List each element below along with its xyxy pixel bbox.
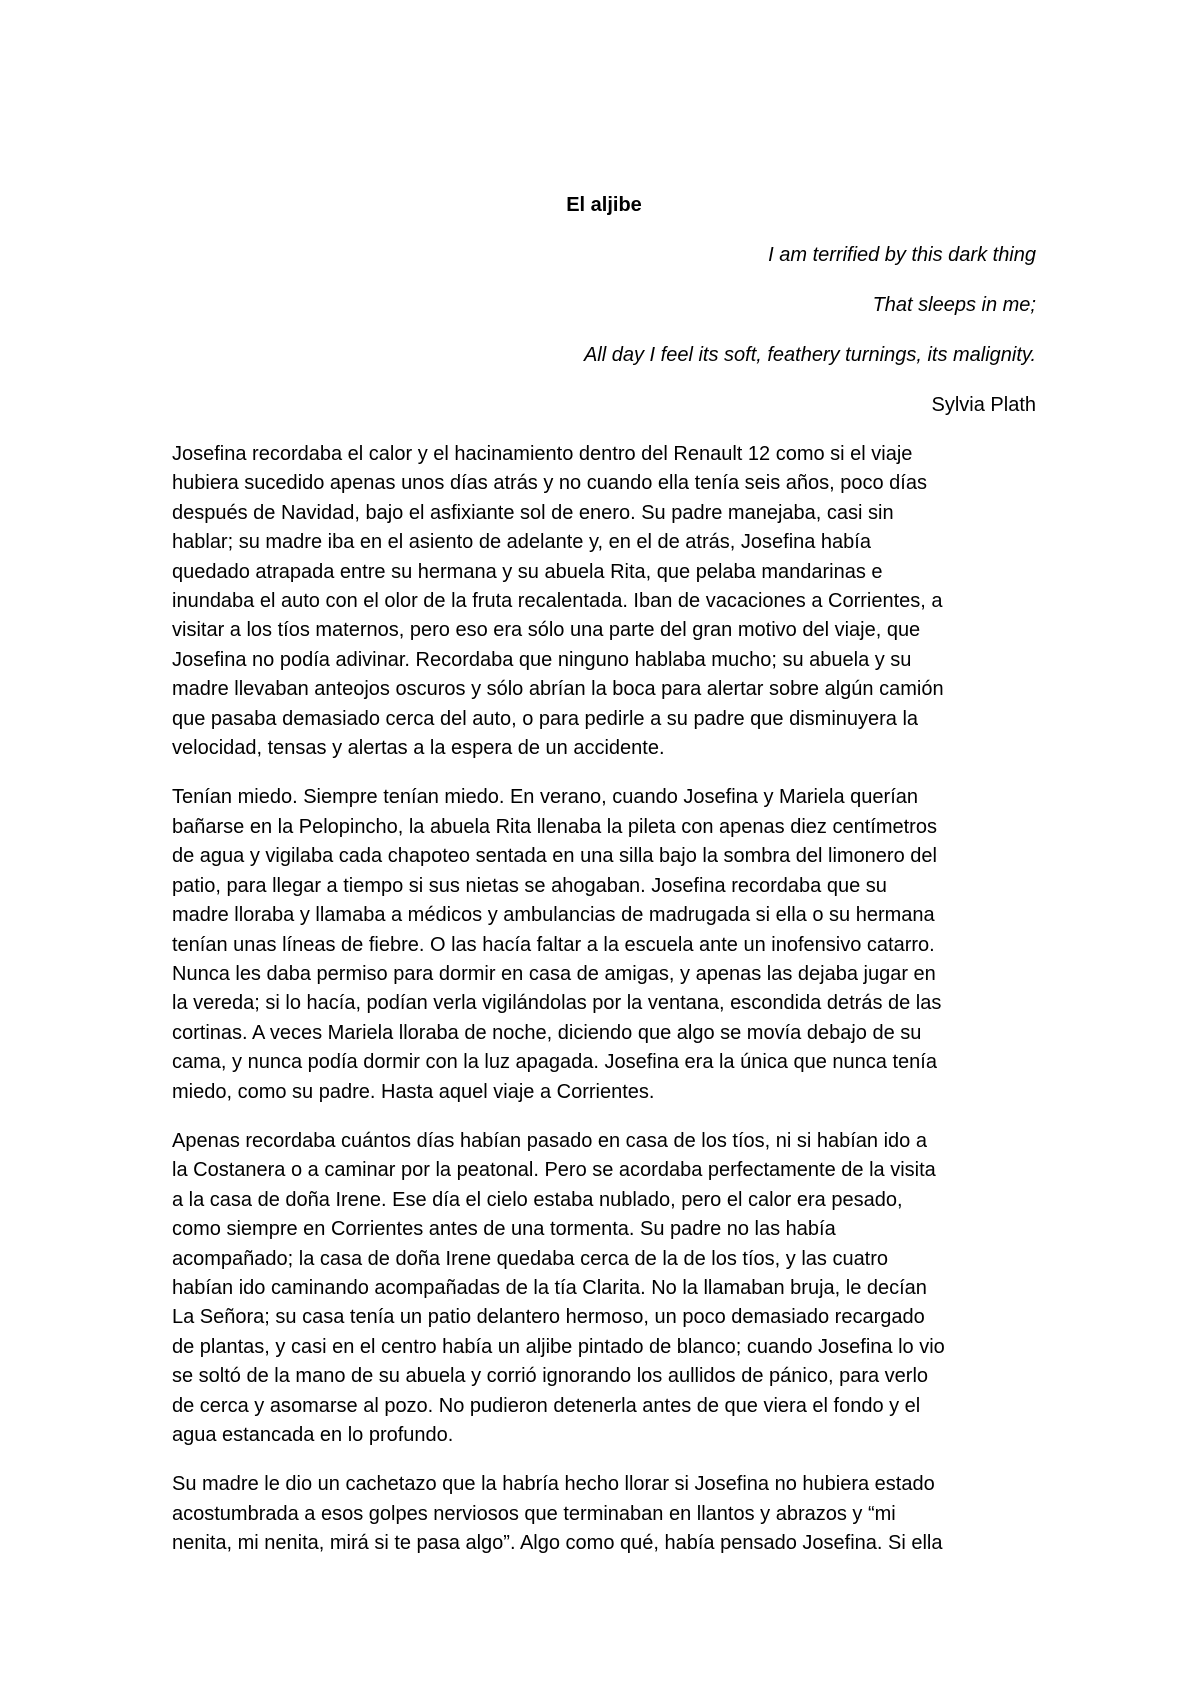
text-line: de cerca y asomarse al pozo. No pudieron detenerla antes de que viera el fondo y el	[172, 1394, 921, 1417]
paragraph-3	[172, 1127, 1036, 1450]
epigraph-line: All day I feel its soft, feathery turnings, its malignity.	[583, 344, 1036, 366]
text-line: como siempre en Corrientes antes de una tormenta. Su padre no las había	[172, 1218, 836, 1241]
text-line: agua estancada en lo profundo.	[172, 1424, 454, 1446]
text-line: madre llevaban anteojos oscuros y sólo abrían la boca para alertar sobre algún camión	[172, 678, 944, 701]
epigraph-author: Sylvia Plath	[931, 394, 1036, 416]
text-line: de agua y vigilaba cada chapoteo sentada en una silla bajo la sombra del limonero del	[172, 845, 937, 868]
text-line: cortinas. A veces Mariela lloraba de noche, diciendo que algo se movía debajo de su	[172, 1021, 922, 1044]
text-line: habían ido caminando acompañadas de la tía Clarita. No la llamaban bruja, le decían	[172, 1276, 927, 1299]
paragraph-2	[172, 783, 1036, 1106]
text-line: se soltó de la mano de su abuela y corrió ignorando los aullidos de pánico, para verlo	[172, 1365, 929, 1388]
text-line: hablar; su madre iba en el asiento de adelante y, en el de atrás, Josefina había	[172, 531, 871, 554]
text-line: que pasaba demasiado cerca del auto, o para pedirle a su padre que disminuyera la	[172, 707, 919, 730]
paragraph-4	[172, 1470, 1036, 1558]
text-line: Su madre le dio un cachetazo que la habría hecho llorar si Josefina no hubiera estado	[172, 1473, 935, 1496]
text-line: acompañado; la casa de doña Irene quedaba cerca de la de los tíos, y las cuatro	[172, 1247, 889, 1270]
text-line: después de Navidad, bajo el asfixiante sol de enero. Su padre manejaba, casi sin	[172, 501, 894, 524]
document-title: El aljibe	[566, 194, 642, 216]
epigraph-line: That sleeps in me;	[872, 294, 1036, 316]
text-line: patio, para llegar a tiempo si sus nietas se ahogaban. Josefina recordaba que su	[172, 874, 887, 897]
text-line: Josefina recordaba el calor y el hacinamiento dentro del Renault 12 como si el viaje	[172, 443, 913, 465]
text-line: Apenas recordaba cuántos días habían pasado en casa de los tíos, ni si habían ido a	[172, 1129, 927, 1152]
document-page	[172, 0, 1036, 1698]
text-line: Josefina no podía adivinar. Recordaba que ninguno hablaba mucho; su abuela y su	[172, 648, 912, 671]
text-line: a la casa de doña Irene. Ese día el cielo estaba nublado, pero el calor era pesado,	[172, 1188, 903, 1211]
text-line: tenían unas líneas de fiebre. O las hacía faltar a la escuela ante un inofensivo catarro.	[172, 933, 935, 956]
text-line: visitar a los tíos maternos, pero eso era sólo una parte del gran motivo del viaje, que	[172, 619, 921, 642]
text-line: cama, y nunca podía dormir con la luz apagada. Josefina era la única que nunca tenía	[172, 1051, 937, 1074]
text-line: Nunca les daba permiso para dormir en casa de amigas, y apenas las dejaba jugar en	[172, 962, 936, 985]
document-body	[172, 440, 1036, 1579]
text-line: quedado atrapada entre su hermana y su abuela Rita, que pelaba mandarinas e	[172, 560, 883, 583]
text-line: de plantas, y casi en el centro había un aljibe pintado de blanco; cuando Josefina lo vio	[172, 1335, 945, 1358]
text-line: hubiera sucedido apenas unos días atrás y no cuando ella tenía seis años, poco días	[172, 472, 927, 495]
text-line: nenita, mi nenita, mirá si te pasa algo”. Algo como qué, había pensado Josefina. Si ella	[172, 1532, 943, 1555]
text-line: bañarse en la Pelopincho, la abuela Rita llenaba la pileta con apenas diez centímetros	[172, 815, 937, 838]
text-line: Tenían miedo. Siempre tenían miedo. En verano, cuando Josefina y Mariela querían	[172, 786, 918, 809]
text-line: inundaba el auto con el olor de la fruta recalentada. Iban de vacaciones a Corrientes, a	[172, 590, 943, 613]
epigraph-line: I am terrified by this dark thing	[768, 244, 1036, 266]
paragraph-1	[172, 440, 1036, 763]
text-line: La Señora; su casa tenía un patio delantero hermoso, un poco demasiado recargado	[172, 1306, 925, 1329]
text-line: acostumbrada a esos golpes nerviosos que terminaban en llantos y abrazos y “mi	[172, 1502, 896, 1525]
text-line: la Costanera o a caminar por la peatonal. Pero se acordaba perfectamente de la visita	[172, 1159, 936, 1182]
text-line: miedo, como su padre. Hasta aquel viaje a Corrientes.	[172, 1080, 655, 1103]
text-line: madre lloraba y llamaba a médicos y ambulancias de madrugada si ella o su hermana	[172, 904, 935, 927]
epigraph	[172, 242, 1036, 418]
text-line: velocidad, tensas y alertas a la espera de un accidente.	[172, 737, 665, 760]
text-line: la vereda; si lo hacía, podían verla vigilándolas por la ventana, escondida detrás de las	[172, 992, 942, 1015]
